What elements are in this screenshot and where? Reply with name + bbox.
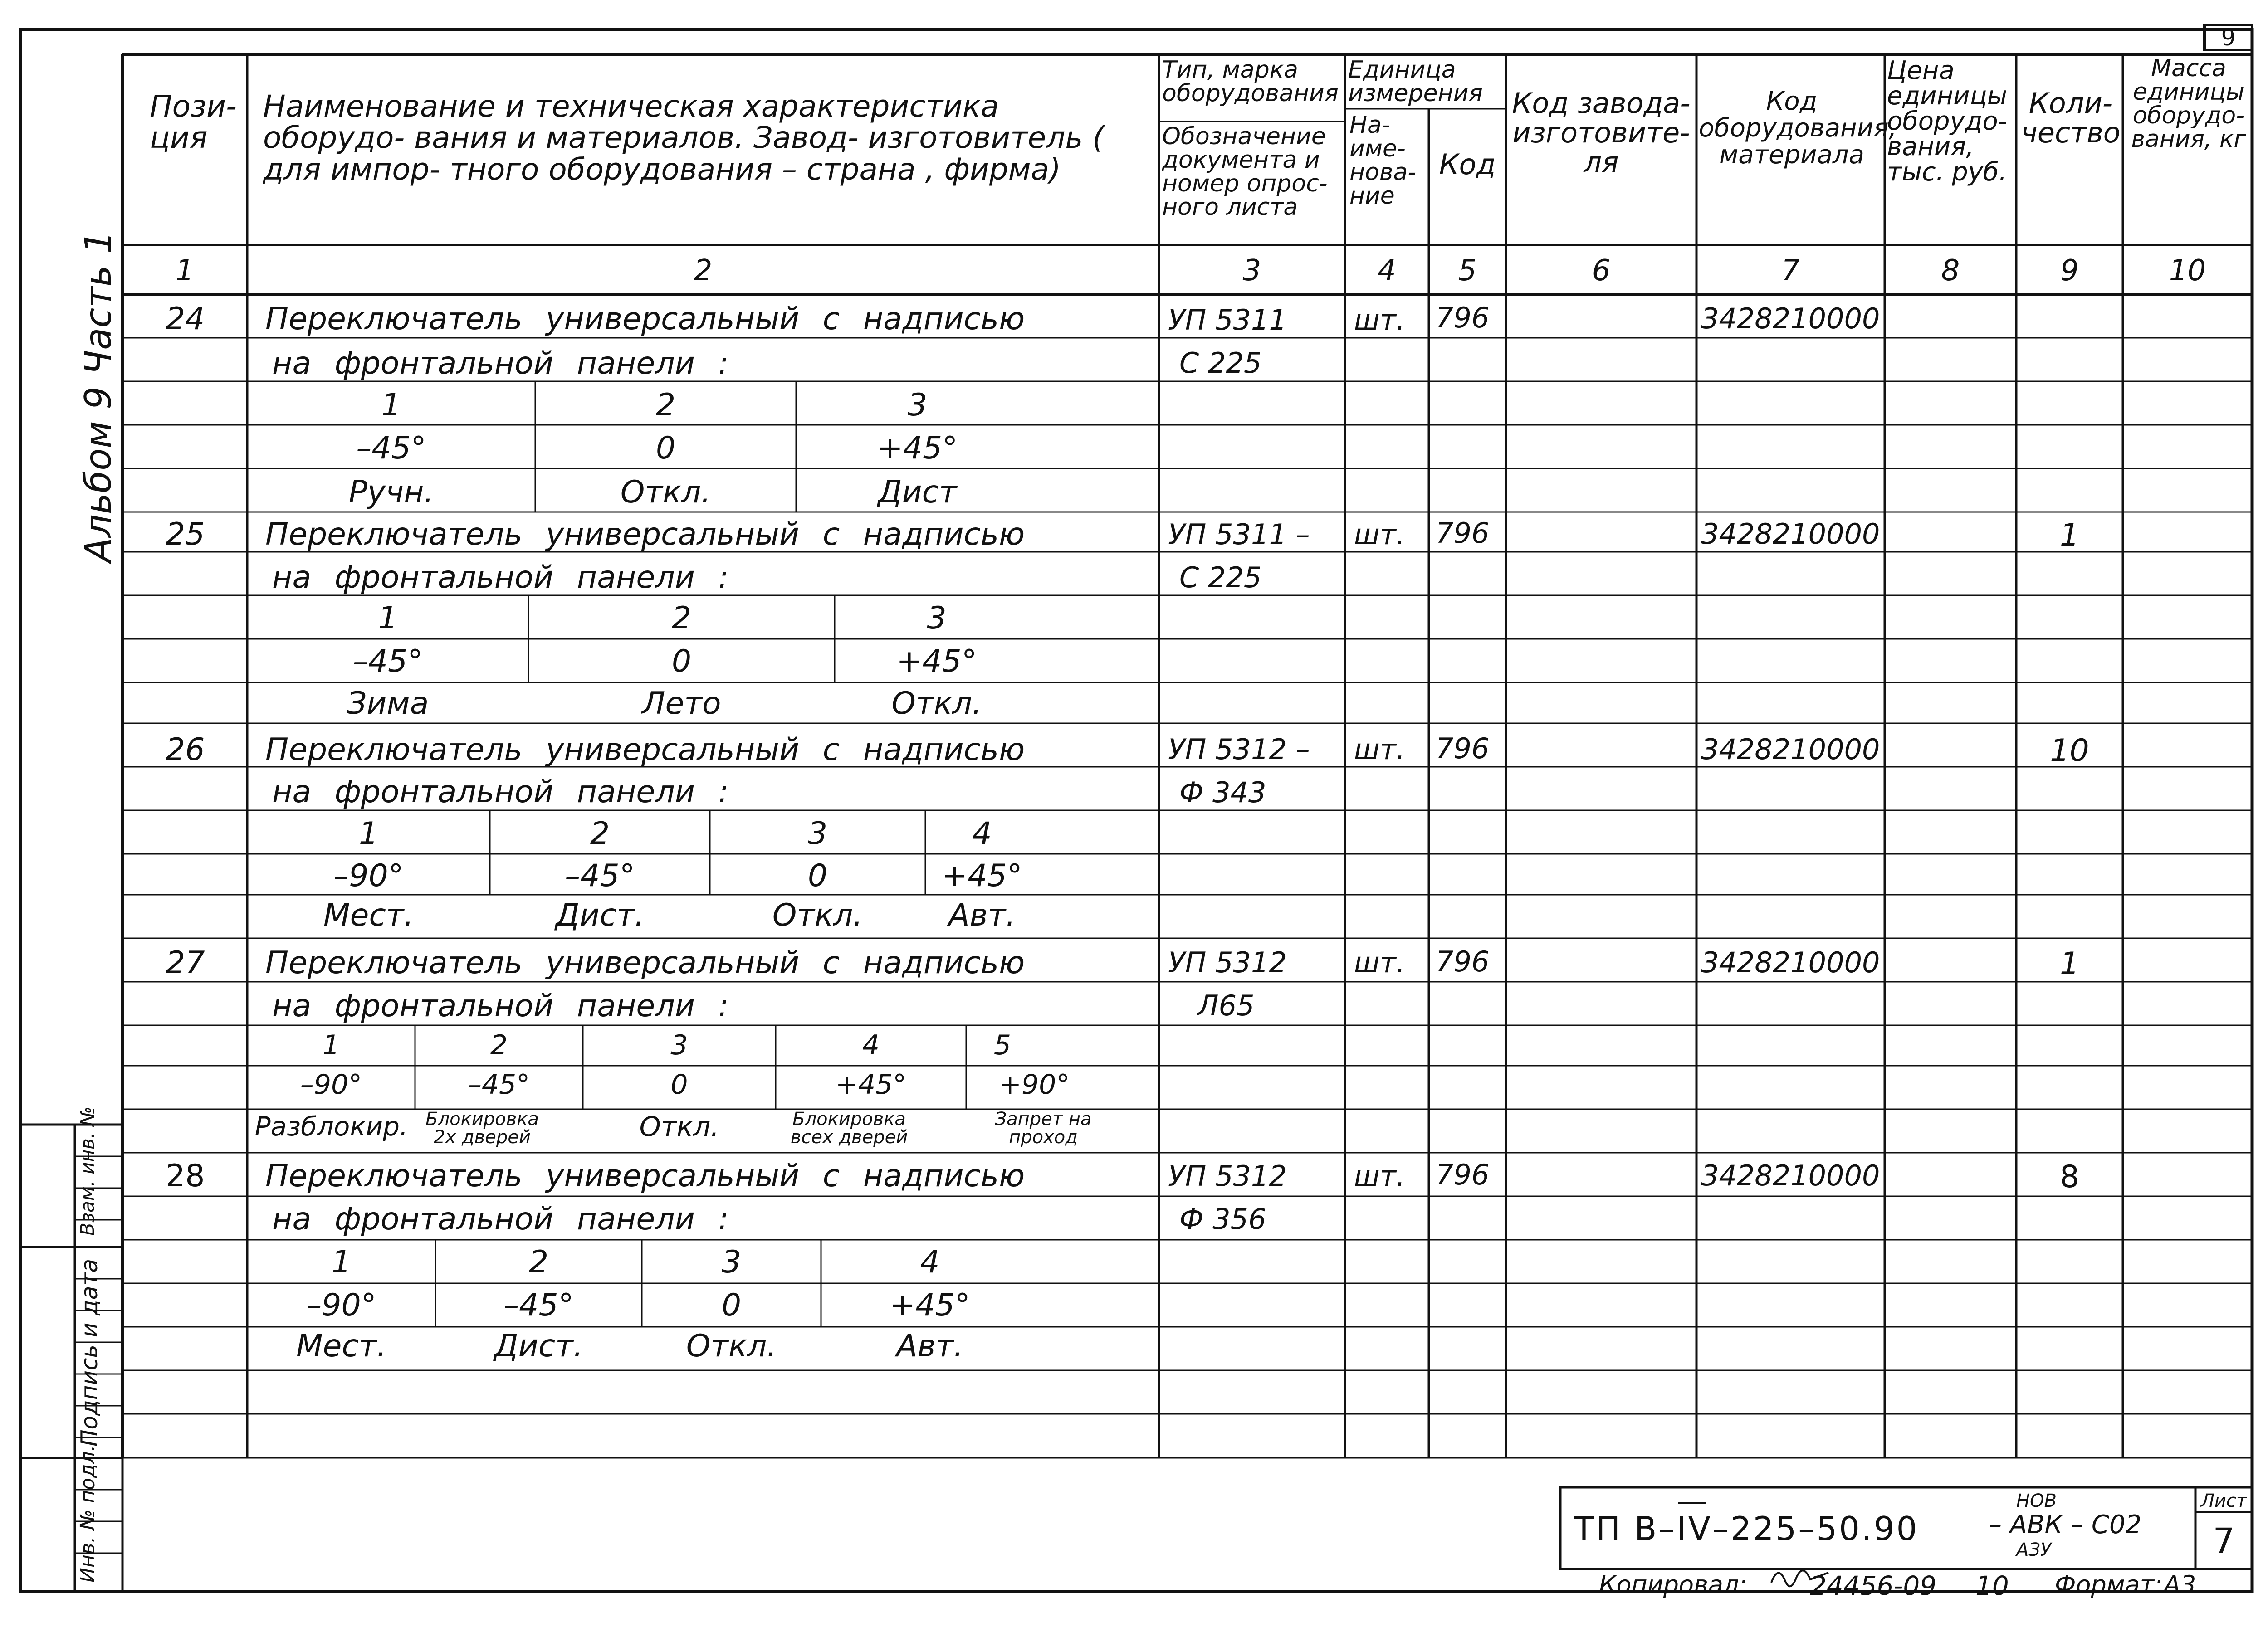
item-equip-code: 3428210000	[1701, 302, 1880, 335]
sub-number: 2	[655, 387, 676, 423]
sub-label: Дист.	[494, 1328, 583, 1364]
stamp-label-inv-podl: Инв. № подл.	[76, 1445, 99, 1583]
header-col45-top: Единица измерения	[1348, 56, 1483, 107]
sub-number: 4	[862, 1029, 880, 1061]
sub-angle: 0	[721, 1287, 742, 1323]
sub-angle: –45°	[468, 1069, 530, 1101]
sub-angle: +45°	[835, 1069, 907, 1101]
sheet-number-top: 9	[2221, 24, 2236, 51]
column-number: 7	[1781, 254, 1800, 287]
header-col6: Код завода- изготовите- ля	[1512, 87, 1691, 179]
sub-label: Мест.	[296, 1328, 387, 1364]
sub-angle: +45°	[877, 430, 958, 466]
sub-number: 3	[670, 1029, 688, 1061]
item-unit: шт.	[1354, 303, 1405, 336]
sub-number: 5	[993, 1029, 1012, 1061]
item-type-line1: УП 5312	[1168, 1160, 1287, 1193]
header-col10: Масса единицы оборудо- вания, кг	[2131, 55, 2246, 153]
sub-angle: –45°	[352, 643, 423, 679]
format-label: Формат:	[2055, 1570, 2163, 1599]
sub-angle: –45°	[356, 430, 426, 466]
item-type-line1: УП 5312 –	[1168, 733, 1310, 766]
sub-number: 3	[807, 816, 828, 852]
item-name-line2: на фронтальной панели :	[272, 988, 729, 1024]
column-number: 9	[2060, 254, 2079, 287]
column-number: 5	[1458, 254, 1477, 287]
item-name-line2: на фронтальной панели :	[272, 1201, 729, 1237]
sub-angle: 0	[670, 1069, 688, 1101]
item-type-line1: УП 5312	[1168, 946, 1287, 979]
sheet-value: 7	[2213, 1520, 2235, 1561]
sub-number: 2	[490, 1029, 508, 1061]
header-col3-top: Тип, марка оборудования	[1162, 56, 1339, 107]
item-equip-code: 3428210000	[1701, 946, 1880, 979]
album-label: Альбом 9 Часть 1	[77, 230, 119, 562]
column-number: 6	[1592, 254, 1611, 287]
item-name-line1: Переключатель универсальный с надписью	[265, 945, 1025, 981]
sub-angle: +90°	[998, 1069, 1070, 1101]
sub-number: 2	[671, 600, 692, 636]
item-code: 796	[1436, 516, 1490, 550]
sub-label: Дист.	[555, 897, 645, 933]
item-type-line2: Л65	[1198, 989, 1255, 1022]
sub-number: 1	[358, 816, 379, 852]
item-pos: 26	[166, 732, 205, 768]
sub-number: 4	[972, 816, 992, 852]
document-designation: ТП В–IV–225–50.90	[1574, 1510, 1919, 1548]
header-col7: Код оборудования, материала	[1699, 87, 1897, 170]
item-qty: 8	[2059, 1159, 2080, 1195]
item-name-line2: на фронтальной панели :	[272, 346, 729, 381]
sub-label: Разблокир.	[254, 1111, 408, 1142]
item-equip-code: 3428210000	[1701, 733, 1880, 766]
sub-angle: 0	[655, 430, 676, 466]
item-equip-code: 3428210000	[1701, 1159, 1880, 1192]
sub-label: Запрет на проход	[995, 1109, 1092, 1148]
column-number: 3	[1242, 254, 1261, 287]
sub-angle: +45°	[890, 1287, 970, 1323]
sub-label: Авт.	[896, 1328, 963, 1364]
item-type-line2: С 225	[1179, 561, 1262, 594]
stamp-label-podpis: Подпись и дата	[76, 1258, 103, 1447]
sub-angle: –90°	[306, 1287, 376, 1323]
item-pos: 28	[166, 1158, 205, 1194]
designation-suffix-top: НОВ	[2016, 1491, 2057, 1511]
header-col2: Наименование и техническая характеристика оборудо- вания и материалов. Завод- изготовитель ( для импор- тного оборудования – страна , фирма)	[263, 89, 1105, 187]
sub-label: Блокировка 2х дверей	[425, 1109, 539, 1148]
sub-label: Откл.	[639, 1111, 719, 1143]
item-type-line2: С 225	[1179, 346, 1262, 380]
item-code: 796	[1436, 1158, 1490, 1191]
sub-angle: –90°	[333, 858, 404, 894]
sub-number: 1	[378, 600, 398, 636]
item-type-line1: УП 5311	[1168, 303, 1287, 336]
sub-angle: –90°	[300, 1069, 362, 1101]
header-col4: На- име- нова- ние	[1349, 112, 1417, 209]
item-pos: 24	[166, 301, 205, 337]
header-col8: Цена единицы оборудо- вания, тыс. руб.	[1887, 56, 2007, 187]
item-type-line1: УП 5311 –	[1168, 518, 1310, 551]
sub-number: 1	[381, 387, 401, 423]
copied-number: 24456-09	[1810, 1570, 1937, 1601]
item-pos: 27	[166, 945, 205, 981]
item-code: 796	[1436, 732, 1490, 765]
sub-angle: 0	[807, 858, 828, 894]
sub-label: Ручн.	[348, 474, 434, 510]
sub-label: Дист	[878, 474, 957, 510]
sub-label: Откл.	[620, 474, 711, 510]
item-type-line2: Ф 356	[1179, 1203, 1266, 1236]
item-unit: шт.	[1354, 946, 1405, 979]
sub-angle: –45°	[565, 858, 635, 894]
column-number: 1	[176, 254, 194, 287]
item-unit: шт.	[1354, 1160, 1405, 1193]
item-type-line2: Ф 343	[1179, 776, 1266, 809]
sub-number: 4	[920, 1244, 940, 1280]
header-col1: Пози- ция	[150, 89, 237, 156]
sub-label: Авт.	[948, 897, 1016, 933]
sub-label: Блокировка всех дверей	[790, 1109, 908, 1148]
sub-label: Откл.	[772, 897, 863, 933]
item-unit: шт.	[1354, 733, 1405, 766]
sub-number: 3	[907, 387, 928, 423]
sub-label: Зима	[347, 686, 429, 721]
stamp-label-vzam: Взам. инв. №	[76, 1106, 98, 1236]
item-name-line1: Переключатель универсальный с надписью	[265, 732, 1025, 768]
sub-number: 1	[322, 1029, 340, 1061]
sheet-label: Лист	[2200, 1491, 2247, 1511]
item-name-line1: Переключатель универсальный с надписью	[265, 516, 1025, 552]
item-code: 796	[1436, 301, 1490, 334]
item-name-line1: Переключатель универсальный с надписью	[265, 301, 1025, 337]
item-qty: 1	[2059, 517, 2080, 553]
sub-label: Откл.	[891, 686, 982, 721]
sub-angle: +45°	[896, 643, 977, 679]
column-number: 10	[2169, 254, 2206, 287]
sub-angle: –45°	[503, 1287, 574, 1323]
item-code: 796	[1436, 945, 1490, 978]
sub-number: 3	[721, 1244, 742, 1280]
sub-label: Лето	[642, 686, 721, 721]
sub-number: 1	[331, 1244, 352, 1280]
copied-label: Копировал:	[1599, 1570, 1747, 1599]
sub-label: Откл.	[686, 1328, 777, 1364]
format-value: А3	[2164, 1570, 2196, 1599]
header-col9: Коли- чество	[2021, 87, 2121, 150]
item-name-line2: на фронтальной панели :	[272, 560, 729, 595]
sub-number: 2	[590, 816, 610, 852]
item-qty: 1	[2059, 946, 2080, 982]
item-name-line2: на фронтальной панели :	[272, 774, 729, 810]
item-qty: 10	[2050, 733, 2089, 769]
sub-number: 2	[528, 1244, 549, 1280]
column-number: 4	[1378, 254, 1396, 287]
designation-suffix-mid: – АВК – С02	[1989, 1510, 2142, 1540]
sub-angle: +45°	[942, 858, 1022, 894]
item-unit: шт.	[1354, 518, 1405, 551]
sub-number: 3	[927, 600, 947, 636]
column-number: 2	[694, 254, 713, 287]
designation-suffix-bottom: АЗУ	[2016, 1540, 2052, 1560]
column-number: 8	[1941, 254, 1960, 287]
sub-angle: 0	[671, 643, 692, 679]
item-pos: 25	[166, 516, 205, 552]
item-name-line1: Переключатель универсальный с надписью	[265, 1158, 1025, 1194]
header-col3-bottom: Обозначение документа и номер опрос- ного листа	[1162, 123, 1328, 221]
item-equip-code: 3428210000	[1701, 517, 1880, 551]
copied-sheet: 10	[1975, 1570, 2009, 1601]
header-col5: Код	[1439, 148, 1496, 181]
sub-label: Мест.	[323, 897, 414, 933]
